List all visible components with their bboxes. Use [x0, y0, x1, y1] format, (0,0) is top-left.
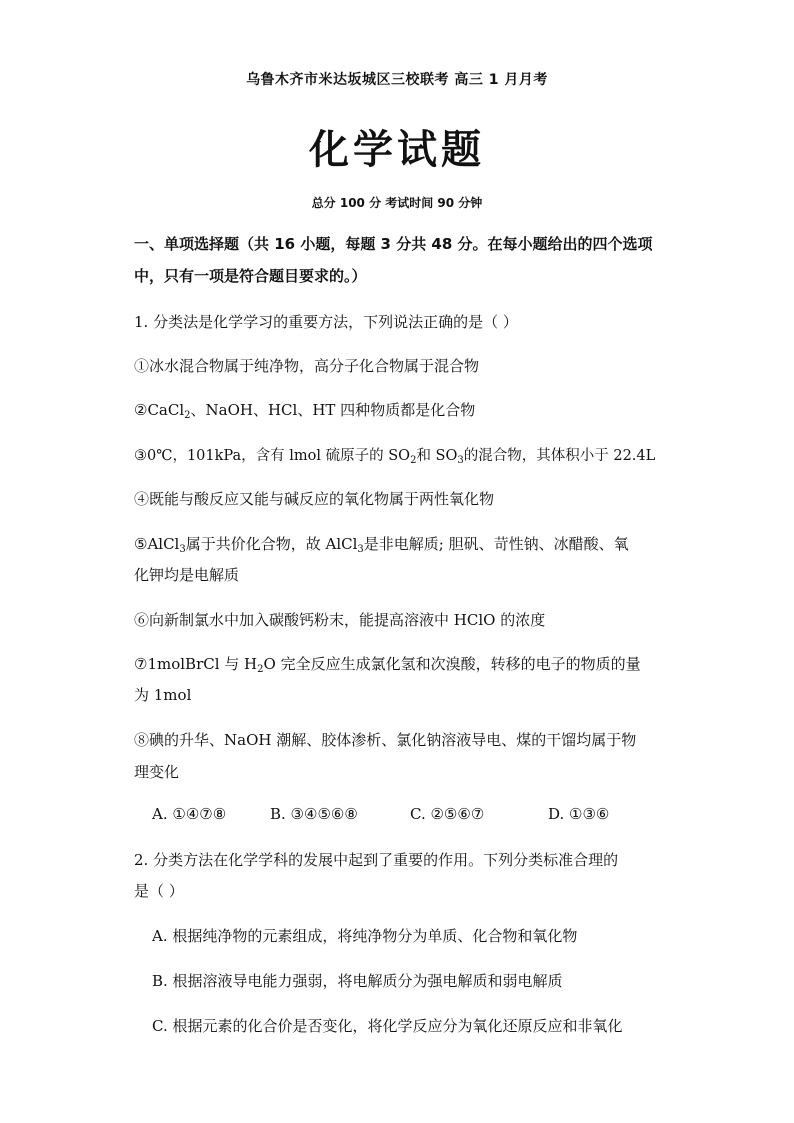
question-2-stem: 2. 分类方法在化学学科的发展中起到了重要的作用。下列分类标准合理的 [134, 851, 619, 869]
subscript: 2 [184, 410, 191, 421]
statement-text: 和 SO [416, 448, 458, 464]
question-1-statement-7 [134, 653, 664, 674]
section-heading-line2: 中，只有一项是符合题目要求的。） [134, 267, 367, 285]
question-1-statement-3 [134, 444, 664, 465]
subscript: 3 [179, 544, 186, 555]
question-1-statement-8-cont: 理变化 [134, 763, 180, 781]
subscript: 2 [410, 455, 417, 466]
question-2-stem-cont: 是（ ） [134, 882, 184, 900]
statement-text: O 完全反应生成氯化氢和次溴酸，转移的电子的物质的量 [263, 655, 641, 673]
question-1-statement-2 [134, 399, 664, 420]
exam-info: 总分 100 分 考试时间 90 分钟 [311, 196, 483, 210]
question-1-statement-7-cont: 为 1mol [134, 686, 192, 704]
statement-text: ②CaCl [134, 401, 185, 419]
question-1-statement-6: ⑥向新制氯水中加入碳酸钙粉末，能提高溶液中 HClO 的浓度 [134, 611, 546, 629]
subscript: 3 [357, 544, 364, 555]
question-1-options [152, 805, 682, 823]
statement-text: ⑦1molBrCl 与 H [134, 655, 258, 673]
exam-header: 乌鲁木齐市米达坂城区三校联考 高三 1 月月考 [246, 72, 548, 88]
question-1-statement-4: ④既能与酸反应又能与碱反应的氧化物属于两性氧化物 [134, 490, 495, 508]
statement-text: 的混合物，其体积小于 22.4L [463, 448, 656, 464]
question-1-statement-8: ⑧碘的升华、NaOH 潮解、胶体渗析、氯化钠溶液导电、煤的干馏均属于物 [134, 731, 637, 749]
statement-text: 是非电解质; 胆矾、苛性钠、冰醋酸、氧 [363, 535, 629, 553]
question-1-statement-5-cont: 化钾均是电解质 [134, 566, 240, 584]
question-2-option-c[interactable]: C. 根据元素的化合价是否变化，将化学反应分为氧化还原反应和非氧化 [152, 1017, 623, 1035]
question-1-statement-1: ①冰水混合物属于纯净物，高分子化合物属于混合物 [134, 357, 480, 375]
statement-text: 、NaOH、HCl、HT 四种物质都是化合物 [190, 401, 476, 419]
question-2-option-b[interactable]: B. 根据溶液导电能力强弱，将电解质分为强电解质和弱电解质 [152, 972, 563, 990]
option-a[interactable]: A. ①④⑦⑧ [152, 805, 227, 823]
option-c[interactable]: C. ②⑤⑥⑦ [410, 805, 485, 823]
section-heading-line1: 一、单项选择题（共 16 小题，每题 3 分共 48 分。在每小题给出的四个选项 [134, 235, 653, 253]
statement-text: ③0℃，101kPa，含有 lmol 硫原子的 SO [134, 448, 411, 464]
subscript: 3 [457, 455, 464, 466]
option-d[interactable]: D. ①③⑥ [548, 805, 610, 823]
exam-title: 化学试题 [309, 126, 485, 173]
subscript: 2 [257, 664, 264, 675]
question-1-statement-5 [134, 533, 664, 554]
statement-text: ⑤AlCl [134, 535, 180, 553]
question-1-stem: 1. 分类法是化学学习的重要方法，下列说法正确的是（ ） [134, 313, 518, 331]
question-2-option-a[interactable]: A. 根据纯净物的元素组成，将纯净物分为单质、化合物和氧化物 [152, 927, 578, 945]
option-b[interactable]: B. ③④⑤⑥⑧ [270, 805, 358, 823]
statement-text: 属于共价化合物，故 AlCl [185, 535, 358, 553]
